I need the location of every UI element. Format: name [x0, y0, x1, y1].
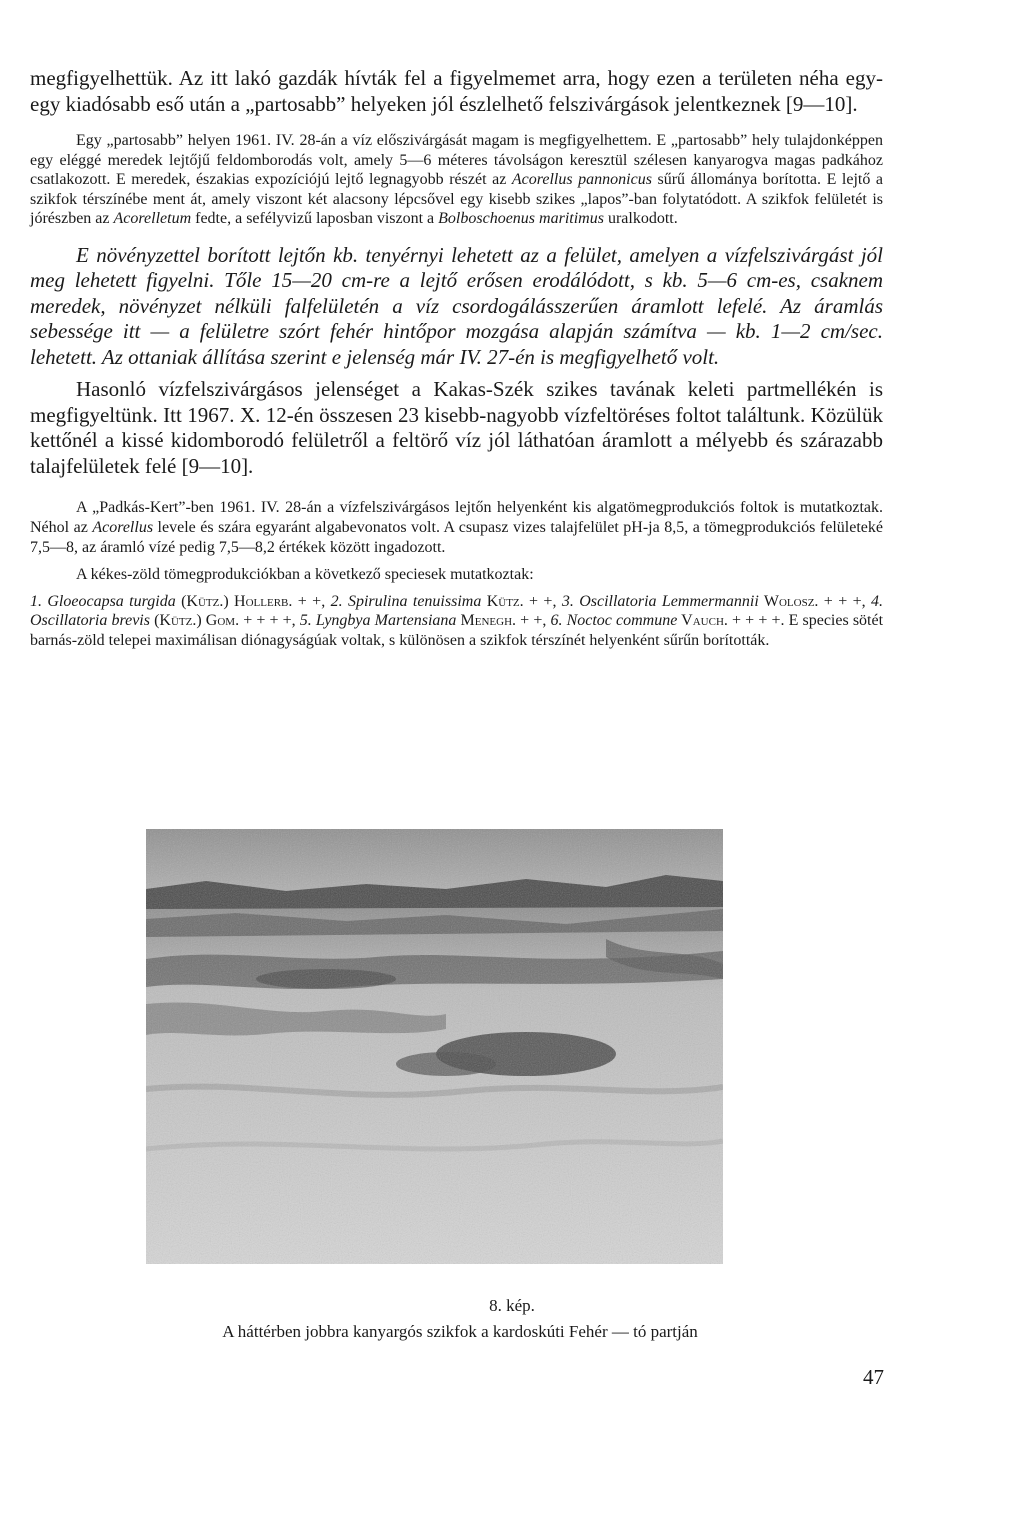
page-number: 47 [863, 1365, 884, 1389]
p2-species-acorellus: Acorellus pannonicus [511, 171, 652, 189]
species-3-abundance: + + +, [823, 592, 871, 610]
paragraph-6: A kékes-zöld tömegprodukciókban a következő speciesek mutatkoztak: [76, 566, 534, 584]
species-2-author: Kütz. [481, 592, 530, 610]
paragraph-4: Hasonló vízfelszivárgásos jelenséget a Kakas-Szék szikes tavának keleti partmellékén is megfigyeltünk. Itt 1967. X. 12-én összesen 23 kisebb-nagyobb vízfeltöréses foltot találtunk. Közülük kettőnél a kissé kidomborodó felületről a feltörő víz jól láthatóan áramlott a mélyebb és szárazabb talajfelületek felé [9—10]. [30, 377, 883, 478]
species-2-abundance: + +, [529, 592, 562, 610]
species-6-author: Vauch. [677, 612, 733, 630]
p5-text-c: levele és szára egyaránt algabevonatos volt. A csupasz vizes talajfelület pH-ja 8,5, a tömegprodukciós felületeké 7,5—8, az áramló vízé pedig 7,5—8,2 értékek között ingadozott. [30, 519, 883, 556]
p2-text-e: fedte, a sefélyvizű laposban viszont a [191, 210, 439, 228]
species-4-name: 4. Oscillatoria brevis [30, 592, 883, 630]
species-4-author: (Kütz.) Gom. [149, 612, 244, 630]
paragraph-5 [30, 498, 883, 557]
p2-text-g: uralkodott. [603, 210, 678, 228]
species-list-tail: E species sötét barnás-zöld telepei maximálisan diónagyságúak voltak, s különösen a szikfok térszínét helyenként sűrűn borították. [30, 612, 884, 650]
species-1-name: 1. Gloeocapsa turgida [30, 592, 176, 610]
figure-caption: A háttérben jobbra kanyargós szikfok a kardoskúti Fehér — tó partján [222, 1322, 698, 1341]
photo-drawing [146, 829, 723, 1264]
p5-text-a: A „Padkás-Kert”-ben 1961. IV. 28-án a vízfelszivárgásos lejtőn helyenként kis algatömegprodukciós foltok is mutatkoztak. Néhol az [30, 499, 883, 537]
paragraph-1: megfigyelhettük. Az itt lakó gazdák hívták fel a figyelmemet arra, hogy ezen a területen néha egy-egy kiadósabb eső után a „partosabb” helyeken jól észlelhető felszivárgások jelentkeznek [9—10]. [30, 66, 883, 116]
species-list [30, 592, 883, 651]
species-5-abundance: + +, [520, 612, 551, 630]
p2-species-bolboschoenus: Bolboschoenus maritimus [438, 210, 604, 228]
landscape-photo [146, 829, 723, 1264]
species-2-name: 2. Spirulina tenuissima [330, 592, 482, 610]
species-5-name: 5. Lyngbya Martensiana [299, 612, 457, 630]
species-3-author: Wolosz. [758, 592, 824, 610]
species-5-author: Menegh. [456, 612, 521, 630]
paragraph-3-italic: E növényzettel borított lejtőn kb. tenyérnyi lehetett az a felület, amelyen a vízfelszivárgást jól meg lehetett figyelni. Tőle 15—20 cm-re a lejtő erősen erodálódott, s kb. 5—6 cm-es, csaknem meredek, növényzet nélküli falfelületén a víz csordogálásszerűen áramlott lefelé. Az áramlás sebessége itt — a felületre szórt fehér hintőpor mozgása alapján számítva — kb. 1—2 cm/sec. lehetett. Az ottaniak állítása szerint e jelenség már IV. 27-én is megfigyelhető volt. [30, 242, 883, 369]
species-6-name: 6. Noctoc commune [550, 612, 678, 630]
species-3-name: 3. Oscillatoria Lemmermannii [561, 592, 759, 610]
species-1-author: (Kütz.) Hollerb. [175, 592, 298, 610]
paragraph-2 [30, 131, 883, 229]
p2-text-a: Egy „partosabb” helyen 1961. IV. 28-án a víz előszivárgását magam is megfigyelhettem. E „partosabb” hely tulajdonképpen egy eléggé meredek lejtőjű feldomborodás volt, amely 5—6 méteres távolságon keresztül szélesen kanyarogva magas padkához csatlakozott. E meredek, északias expozíciójú lejtő legnagyobb részét az [30, 132, 883, 189]
p5-species-acorellus: Acorellus [92, 519, 154, 537]
p2-text-c: sűrű állománya borította. E lejtő a szikfok térszínébe ment át, amely viszont két alacsony lépcsővel egy kisebb szikes „lapos”-ban folytatódott. A szikfok felületét is jórészben az [30, 171, 884, 228]
page-body [30, 66, 883, 651]
figure-number: 8. kép. [489, 1296, 535, 1315]
species-4-abundance: + + + +, [243, 612, 300, 630]
species-1-abundance: + +, [297, 592, 331, 610]
p2-species-acorelletum: Acorelletum [113, 210, 192, 228]
species-6-abundance: + + + +. [732, 612, 785, 630]
